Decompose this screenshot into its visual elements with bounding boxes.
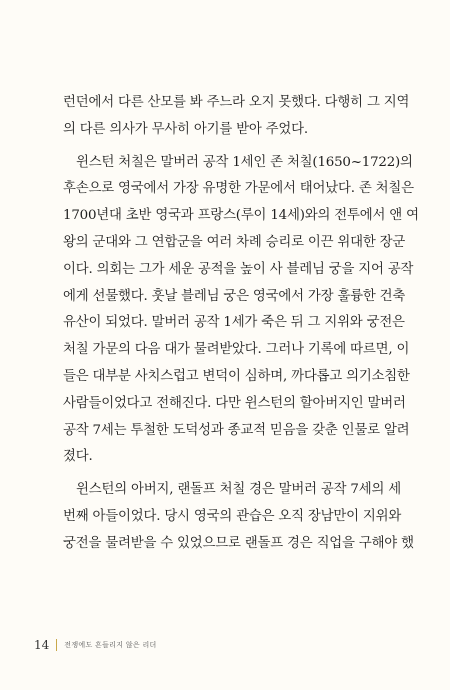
page-body-text <box>63 90 419 558</box>
text-line: 번째 아들이었다. 당시 영국의 관습은 오직 장남만이 지위와 <box>63 508 402 524</box>
text-line: 런던에서 다른 산모를 봐 주느라 오지 못했다. 다행히 그 지역 <box>63 95 410 110</box>
text-line: 궁전을 물려받을 수 있었으므로 랜돌프 경은 직업을 구해야 했 <box>63 535 414 551</box>
text-line: 들은 대부분 사치스럽고 변덕이 심하며, 까다롭고 의기소침한 <box>63 368 410 384</box>
text-line: 이다. 의회는 그가 세운 공적을 높이 사 블레님 궁을 지어 공작 <box>63 261 414 277</box>
book-title: 전쟁에도 흔들리지 않은 리더 <box>64 641 157 649</box>
text-line: 후손으로 영국에서 가장 유명한 가문에서 태어났다. 존 처칠은 <box>63 181 414 197</box>
text-line: 1700년대 초반 영국과 프랑스(루이 14세)와의 전투에서 앤 여 <box>63 208 419 224</box>
text-line: 윈스턴의 아버지, 랜돌프 처칠 경은 말버러 공작 7세의 세 <box>76 482 402 498</box>
text-line: 왕의 군대와 그 연합군을 여러 차례 승리로 이끈 위대한 장군 <box>63 234 406 250</box>
page-footer <box>34 638 157 652</box>
text-line: 사람들이었다고 전해진다. 다만 윈스턴의 할아버지인 말버러 <box>63 395 406 411</box>
text-line: 의 다른 의사가 무사히 아기를 받아 주었다. <box>63 121 308 137</box>
text-line: 졌다. <box>63 449 93 465</box>
page-number: 14 <box>34 638 50 652</box>
text-line: 에게 선물했다. 훗날 블레님 궁은 영국에서 가장 훌륭한 건축 <box>63 288 406 304</box>
footer-divider <box>56 639 57 651</box>
text-line: 윈스턴 처칠은 말버러 공작 1세인 존 처칠(1650~1722)의 <box>76 154 413 170</box>
text-line: 유산이 되었다. 말버러 공작 1세가 죽은 뒤 그 지위와 궁전은 <box>63 315 405 331</box>
text-line: 처칠 가문의 다음 대가 물려받았다. 그러나 기록에 따르면, 이 <box>63 342 410 358</box>
text-line: 공작 7세는 투철한 도덕성과 종교적 믿음을 갖춘 인물로 알려 <box>63 422 410 438</box>
